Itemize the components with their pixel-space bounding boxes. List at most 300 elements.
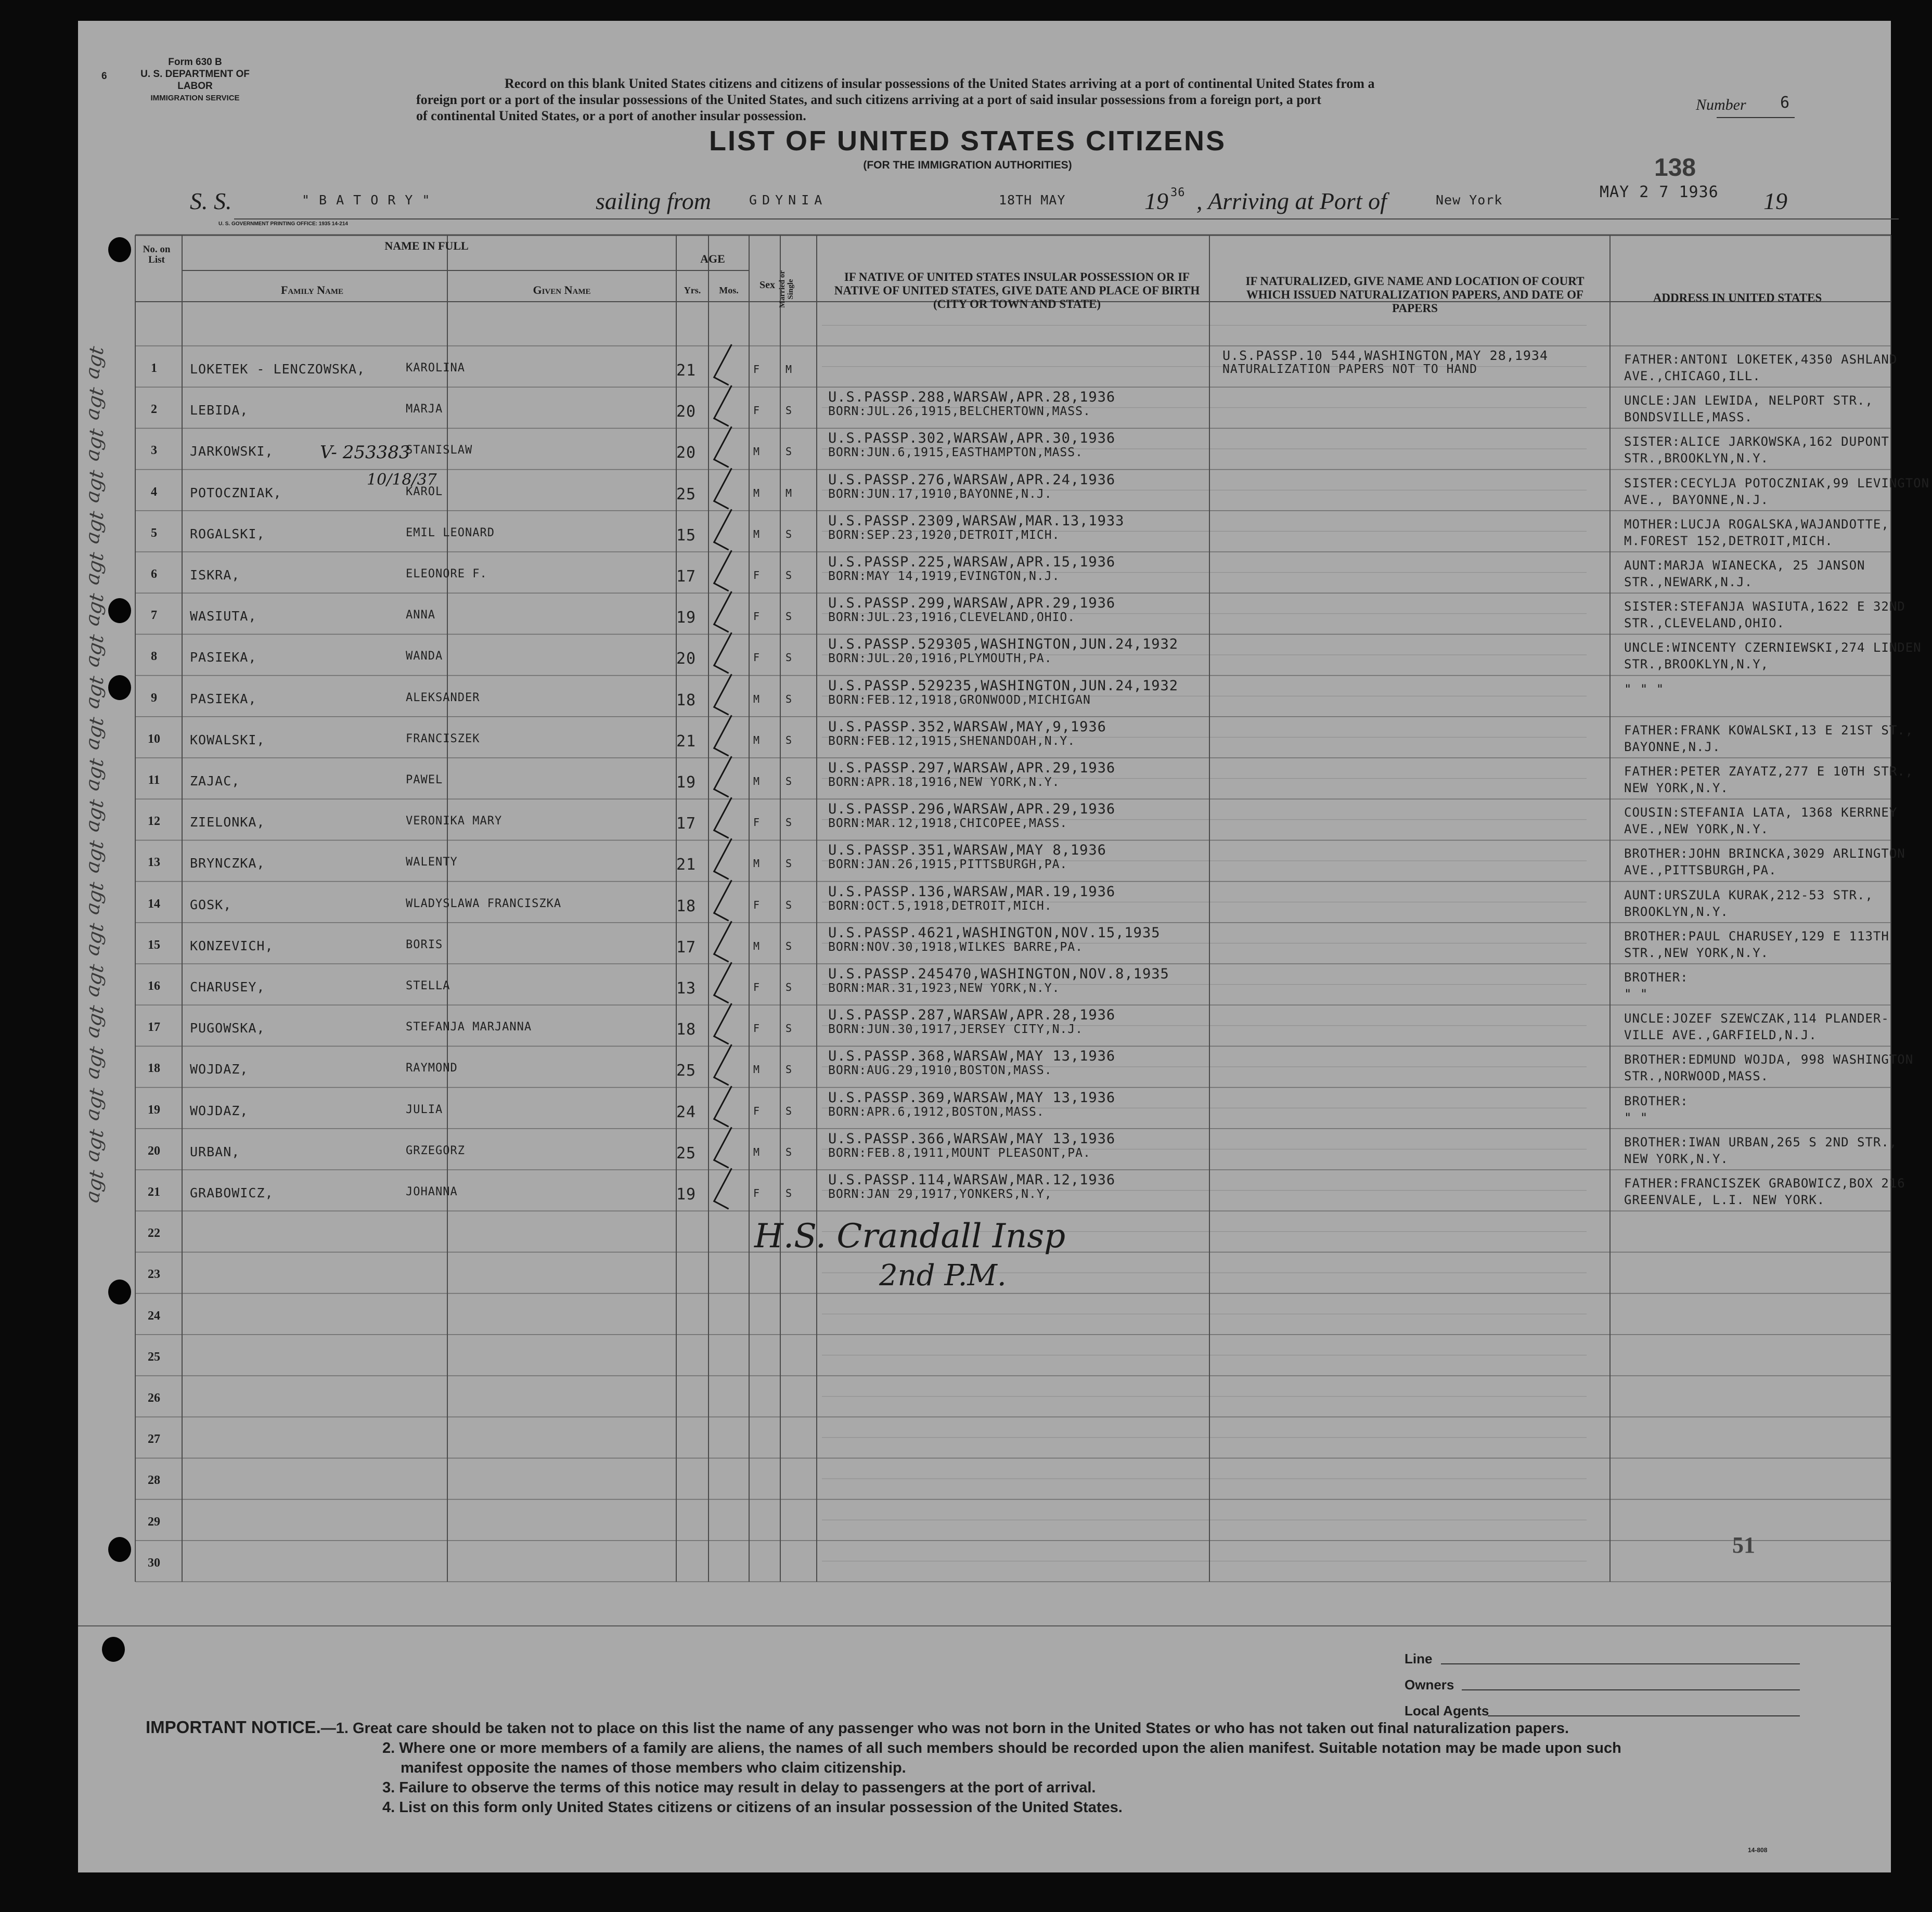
age-years: 15 xyxy=(676,526,697,545)
address-line-2: AVE.,CHICAGO,ILL. xyxy=(1624,369,1761,383)
marital-status: S xyxy=(785,816,793,829)
birth-date-place: BORN:APR.18,1916,NEW YORK,N.Y. xyxy=(828,776,1060,789)
birth-passport: U.S.PASSP.4621,WASHINGTON,NOV.15,1935 xyxy=(828,924,1161,941)
notice-4: 4. List on this form only United States citizens or citizens of an insular possession of the United States. xyxy=(382,1799,1123,1816)
margin-agt-mark: agt xyxy=(80,385,109,422)
address-line-1: BROTHER:EDMUND WOJDA, 998 WASHINGTON xyxy=(1624,1052,1914,1067)
col-header-naturalized: IF NATURALIZED, GIVE NAME AND LOCATION OF COURT WHICH ISSUED NATURALIZATION PAPERS, AND DATE OF PAPERS xyxy=(1245,275,1585,315)
address-line-2: AVE.,NEW YORK,N.Y. xyxy=(1624,822,1769,837)
notice-2b: manifest opposite the names of those members who claim citizenship. xyxy=(401,1760,906,1776)
col-header-married: Married or Single xyxy=(778,270,795,308)
owners-label: Owners xyxy=(1405,1677,1454,1693)
address-line-2: M.FOREST 152,DETROIT,MICH. xyxy=(1624,533,1833,548)
address-line-1: UNCLE:WINCENTY CZERNIEWSKI,274 LINDEN xyxy=(1624,640,1922,655)
given-name: ALEKSANDER xyxy=(406,691,480,704)
age-years: 20 xyxy=(676,650,697,668)
manifest-sheet xyxy=(78,21,1930,1872)
address-line-1: SISTER:ALICE JARKOWSKA,162 DUPONT xyxy=(1624,434,1889,449)
page-title: LIST OF UNITED STATES CITIZENS xyxy=(709,125,1226,157)
line-rule xyxy=(1441,1663,1800,1664)
address-line-2: STR.,NEW YORK,N.Y. xyxy=(1624,945,1769,960)
given-name: KAROLINA xyxy=(406,361,465,374)
margin-agt-mark: agt xyxy=(80,468,109,505)
date-from: 18TH MAY xyxy=(999,192,1066,208)
form-number: Form 630 B xyxy=(168,57,222,68)
address-line-2: NEW YORK,N.Y. xyxy=(1624,781,1729,795)
ship-name: "BATORY" xyxy=(302,192,440,208)
age-years: 17 xyxy=(676,815,697,833)
sex: M xyxy=(753,857,761,870)
age-years: 24 xyxy=(676,1103,697,1121)
row-number: 14 xyxy=(148,897,160,911)
address-line-2: STR.,NEWARK,N.J. xyxy=(1624,575,1753,589)
address-line-2: STR.,NORWOOD,MASS. xyxy=(1624,1069,1769,1084)
agents-label: Local Agents xyxy=(1405,1703,1489,1719)
family-name: PASIEKA, xyxy=(190,650,257,665)
marital-status: S xyxy=(785,692,793,705)
address-line-2: " " xyxy=(1624,1110,1648,1125)
row-number: 3 xyxy=(151,444,157,458)
given-name: MARJA xyxy=(406,403,443,416)
age-years: 25 xyxy=(676,1062,697,1080)
agents-rule xyxy=(1488,1715,1800,1716)
sex: M xyxy=(753,445,761,458)
given-name: STELLA xyxy=(406,979,450,992)
important-notice xyxy=(146,1717,1873,1817)
family-name: WOJDAZ, xyxy=(190,1103,249,1118)
row-number: 5 xyxy=(151,526,157,540)
address-line-1: FATHER:FRANK KOWALSKI,13 E 21ST ST., xyxy=(1624,722,1914,738)
birth-passport: U.S.PASSP.276,WARSAW,APR.24,1936 xyxy=(828,471,1116,488)
address-line-2: BAYONNE,N.J. xyxy=(1624,739,1721,754)
margin-agt-mark: agt xyxy=(80,797,109,834)
row-number: 9 xyxy=(151,691,157,705)
given-name: GRZEGORZ xyxy=(406,1144,465,1157)
port-from: GDYNIA xyxy=(749,192,828,208)
birth-date-place: BORN:NOV.30,1918,WILKES BARRE,PA. xyxy=(828,940,1083,954)
marital-status: M xyxy=(785,363,793,376)
family-name: ROGALSKI, xyxy=(190,526,265,541)
address-line-2: BROOKLYN,N.Y. xyxy=(1624,904,1729,919)
birth-passport: U.S.PASSP.299,WARSAW,APR.29,1936 xyxy=(828,595,1116,612)
birth-passport: U.S.PASSP.288,WARSAW,APR.28,1936 xyxy=(828,389,1116,406)
family-name: POTOCZNIAK, xyxy=(190,485,282,500)
margin-agt-mark: agt xyxy=(80,838,109,875)
family-name: KOWALSKI, xyxy=(190,732,265,747)
table-row xyxy=(78,758,1914,799)
birth-date-place: BORN:SEP.23,1920,DETROIT,MICH. xyxy=(828,528,1060,542)
address-line-2: STR.,CLEVELAND,OHIO. xyxy=(1624,616,1785,631)
address-line-1: SISTER:CECYLJA POTOCZNIAK,99 LEVINGTON xyxy=(1624,475,1930,490)
address-line-2: VILLE AVE.,GARFIELD,N.J. xyxy=(1624,1028,1817,1043)
row-number: 18 xyxy=(148,1062,160,1076)
address-line-1: SISTER:STEFANJA WASIUTA,1622 E 32ND xyxy=(1624,599,1905,614)
address-line-1: MOTHER:LUCJA ROGALSKA,WAJANDOTTE, xyxy=(1624,516,1889,532)
table-row xyxy=(78,552,1891,593)
age-years: 19 xyxy=(676,773,697,792)
row-number: 1 xyxy=(151,361,157,375)
form-code: 14-808 xyxy=(1748,1846,1768,1854)
col-header-sex: Sex xyxy=(759,279,775,291)
margin-agt-mark: agt xyxy=(80,921,109,958)
row-number: 25 xyxy=(148,1350,160,1364)
punch-hole xyxy=(108,1280,131,1304)
col-header-native: IF NATIVE OF UNITED STATES INSULAR POSSESSION OR IF NATIVE OF UNITED STATES, GIVE DATE AND PLACE OF BIRTH (CITY OR TOWN AND STATE) xyxy=(834,270,1200,311)
address-line-2: NEW YORK,N.Y. xyxy=(1624,1151,1729,1166)
address-line-1: BROTHER:JOHN BRINCKA,3029 ARLINGTON xyxy=(1624,846,1905,861)
marital-status: S xyxy=(785,1104,793,1117)
family-name: PASIEKA, xyxy=(190,691,257,706)
sex: M xyxy=(753,486,761,499)
sex: F xyxy=(753,404,761,417)
given-name: WANDA xyxy=(406,650,443,663)
birth-date-place: BORN:FEB.8,1911,MOUNT PLEASONT,PA. xyxy=(828,1146,1091,1160)
address-line-1: FATHER:PETER ZAYATZ,277 E 10TH STR., xyxy=(1624,764,1914,779)
sex: M xyxy=(753,733,761,746)
age-years: 25 xyxy=(676,1144,697,1162)
marital-status: M xyxy=(785,486,793,499)
margin-agt-mark: agt xyxy=(80,1168,109,1205)
birth-passport: U.S.PASSP.136,WARSAW,MAR.19,1936 xyxy=(828,883,1116,900)
notice-heading: IMPORTANT NOTICE. xyxy=(146,1717,321,1737)
family-name: PUGOWSKA, xyxy=(190,1020,265,1036)
given-name: WALENTY xyxy=(406,856,458,869)
table-row xyxy=(78,1170,1905,1211)
col-header-no: No. on List xyxy=(143,244,171,265)
address-line-2: STR.,BROOKLYN,N.Y, xyxy=(1624,657,1769,672)
naturalization-note: NATURALIZATION PAPERS NOT TO HAND xyxy=(1222,363,1477,376)
birth-passport: U.S.PASSP.297,WARSAW,APR.29,1936 xyxy=(828,760,1116,776)
age-years: 19 xyxy=(676,609,697,627)
sex: M xyxy=(753,1063,761,1076)
table-row xyxy=(78,840,1905,881)
address-line-1: BROTHER: xyxy=(1624,1093,1689,1108)
corner-number: 6 xyxy=(101,71,107,82)
number-label: Number xyxy=(1696,96,1746,113)
inspector-signature: H.S. Crandall Insp xyxy=(754,1217,1066,1256)
year2-prefix: 19 xyxy=(1763,188,1787,214)
table-row xyxy=(78,964,1891,1005)
birth-date-place: BORN:JUN.17,1910,BAYONNE,N.J. xyxy=(828,487,1052,501)
address-line-2: " " xyxy=(1624,987,1648,1001)
row-number: 8 xyxy=(151,650,157,664)
address-line-1: BROTHER: xyxy=(1624,970,1689,985)
printer-note: U. S. GOVERNMENT PRINTING OFFICE: 1935 14-214 xyxy=(218,221,348,227)
col-header-address: ADDRESS IN UNITED STATES xyxy=(1653,291,1822,304)
birth-passport: U.S.PASSP.302,WARSAW,APR.30,1936 xyxy=(828,430,1116,447)
family-name: WOJDAZ, xyxy=(190,1062,249,1077)
address-line-1: BROTHER:PAUL CHARUSEY,129 E 113TH xyxy=(1624,928,1889,944)
address-line-1: UNCLE:JOZEF SZEWCZAK,114 PLANDER- xyxy=(1624,1011,1889,1026)
notice-3: 3. Failure to observe the terms of this notice may result in delay to passengers at the port of arrival. xyxy=(382,1779,1096,1796)
margin-agt-mark: agt xyxy=(80,1044,109,1081)
margin-agt-mark: agt xyxy=(80,756,109,793)
owners-rule xyxy=(1462,1689,1800,1690)
row3-handwritten-note: V- 253383 xyxy=(320,442,410,463)
inspector-signature-line2: 2nd P.M. xyxy=(879,1259,1007,1293)
table-row xyxy=(78,346,1898,387)
marital-status: S xyxy=(785,1187,793,1199)
row-number: 23 xyxy=(148,1268,160,1282)
marital-status: S xyxy=(785,939,793,952)
marital-status: S xyxy=(785,445,793,458)
row-number: 30 xyxy=(148,1556,160,1570)
family-name: KONZEVICH, xyxy=(190,938,274,953)
marital-status: S xyxy=(785,651,793,664)
row-number: 27 xyxy=(148,1432,160,1446)
sex: F xyxy=(753,981,761,993)
notice-1: —1. Great care should be taken not to place on this list the name of any passenger who was not born in the United States or who has not taken out final naturalization papers. xyxy=(320,1720,1569,1737)
marital-status: S xyxy=(785,857,793,870)
family-name: BRYNCZKA, xyxy=(190,856,265,871)
birth-passport: U.S.PASSP.369,WARSAW,MAY 13,1936 xyxy=(828,1089,1116,1106)
birth-passport: U.S.PASSP.225,WARSAW,APR.15,1936 xyxy=(828,554,1116,570)
marital-status: S xyxy=(785,898,793,911)
age-years: 21 xyxy=(676,361,697,380)
given-name: JULIA xyxy=(406,1103,443,1116)
address-line-1: UNCLE:JAN LEWIDA, NELPORT STR., xyxy=(1624,393,1873,408)
age-years: 20 xyxy=(676,444,697,462)
page-subtitle: (FOR THE IMMIGRATION AUTHORITIES) xyxy=(863,159,1072,171)
family-name: LEBIDA, xyxy=(190,403,249,418)
margin-agt-mark: agt xyxy=(80,715,109,752)
address-line-1: COUSIN:STEFANIA LATA, 1368 KERRNEY xyxy=(1624,805,1898,820)
address-line-2: BONDSVILLE,MASS. xyxy=(1624,410,1753,425)
birth-date-place: BORN:OCT.5,1918,DETROIT,MICH. xyxy=(828,899,1052,913)
birth-date-place: BORN:JUN.30,1917,JERSEY CITY,N.J. xyxy=(828,1023,1083,1037)
age-years: 21 xyxy=(676,856,697,874)
sex: M xyxy=(753,692,761,705)
birth-passport: U.S.PASSP.368,WARSAW,MAY 13,1936 xyxy=(828,1048,1116,1065)
sex: M xyxy=(753,775,761,787)
marital-status: S xyxy=(785,1145,793,1158)
punch-hole xyxy=(108,675,131,700)
birth-date-place: BORN:MAR.12,1918,CHICOPEE,MASS. xyxy=(828,817,1068,831)
sex: F xyxy=(753,1187,761,1199)
birth-passport: U.S.PASSP.352,WARSAW,MAY,9,1936 xyxy=(828,718,1106,735)
address-line-2: STR.,BROOKLYN,N.Y. xyxy=(1624,451,1769,466)
row-number: 21 xyxy=(148,1185,160,1199)
birth-passport: U.S.PASSP.2309,WARSAW,MAR.13,1933 xyxy=(828,512,1125,529)
margin-agt-mark: agt xyxy=(80,962,109,999)
sex: M xyxy=(753,527,761,540)
table-row xyxy=(78,593,1905,634)
given-name: WLADYSLAWA FRANCISZKA xyxy=(406,897,562,910)
row-number: 13 xyxy=(148,856,160,870)
col-header-family: Family Name xyxy=(280,283,344,296)
margin-agt-mark: agt xyxy=(80,1127,109,1164)
birth-date-place: BORN:MAY 14,1919,EVINGTON,N.J. xyxy=(828,570,1060,583)
family-name: ZAJAC, xyxy=(190,773,240,789)
number-value: 6 xyxy=(1780,94,1791,112)
margin-agt-mark: agt xyxy=(80,1086,109,1122)
given-name: VERONIKA MARY xyxy=(406,815,503,828)
birth-passport: U.S.PASSP.366,WARSAW,MAY 13,1936 xyxy=(828,1130,1116,1147)
family-name: GRABOWICZ, xyxy=(190,1185,274,1200)
table-row xyxy=(78,1088,1891,1129)
arriving-label: , Arriving at Port of xyxy=(1196,188,1387,214)
table-row xyxy=(78,882,1891,923)
birth-date-place: BORN:FEB.12,1918,GRONWOOD,MICHIGAN xyxy=(828,693,1091,707)
margin-agt-mark: agt xyxy=(80,880,109,916)
notice-2a: 2. Where one or more members of a family are aliens, the names of all such members should be recorded upon the alien manifest. Suitable notation may be made upon such xyxy=(382,1740,1621,1756)
birth-date-place: BORN:JUN.6,1915,EASTHAMPTON,MASS. xyxy=(828,446,1083,460)
record-line-2: foreign port or a port of the insular possessions of the United States, and such citizens arriving at a port of said insular possessions from a foreign port, a port xyxy=(416,92,1321,107)
family-name: ZIELONKA, xyxy=(190,815,265,830)
birth-passport: U.S.PASSP.296,WARSAW,APR.29,1936 xyxy=(828,801,1116,818)
marital-status: S xyxy=(785,775,793,787)
record-line-1: Record on this blank United States citizens and citizens of insular possessions of the United States arriving at a port of continental United States from a xyxy=(505,76,1375,91)
age-years: 20 xyxy=(676,403,697,421)
sex: F xyxy=(753,898,761,911)
marital-status: S xyxy=(785,569,793,582)
row-number: 2 xyxy=(151,403,157,417)
line-label: Line xyxy=(1405,1651,1433,1666)
table-row xyxy=(78,511,1891,552)
sex: F xyxy=(753,569,761,582)
table-row xyxy=(78,799,1898,840)
marital-status: S xyxy=(785,527,793,540)
age-years: 17 xyxy=(676,938,697,957)
table-row xyxy=(78,634,1922,675)
sex: F xyxy=(753,651,761,664)
col-header-yrs: Yrs. xyxy=(684,285,701,295)
birth-passport: U.S.PASSP.529235,WASHINGTON,JUN.24,1932 xyxy=(828,677,1178,694)
marital-status: S xyxy=(785,1063,793,1076)
sex: F xyxy=(753,1104,761,1117)
birth-date-place: BORN:FEB.12,1915,SHENANDOAH,N.Y. xyxy=(828,734,1076,748)
punch-hole xyxy=(108,1537,131,1562)
address-line-1: AUNT:MARJA WIANECKA, 25 JANSON xyxy=(1624,558,1865,573)
family-name: CHARUSEY, xyxy=(190,979,265,994)
row-number: 16 xyxy=(148,979,160,993)
margin-agt-mark: agt xyxy=(80,591,109,628)
birth-date-place: BORN:APR.6,1912,BOSTON,MASS. xyxy=(828,1105,1045,1119)
sex: F xyxy=(753,816,761,829)
margin-agt-mark: agt xyxy=(80,632,109,669)
row-number: 7 xyxy=(151,609,157,623)
age-years: 17 xyxy=(676,567,697,586)
service: IMMIGRATION SERVICE xyxy=(150,94,240,102)
stamp-number: 138 xyxy=(1654,154,1696,182)
sailing-label: sailing from xyxy=(596,188,711,214)
address-line-1: FATHER:ANTONI LOKETEK,4350 ASHLAND xyxy=(1624,352,1898,367)
given-name: STANISLAW xyxy=(406,444,473,457)
age-years: 18 xyxy=(676,1020,697,1039)
table-row xyxy=(78,717,1914,758)
marital-status: S xyxy=(785,404,793,417)
family-name: WASIUTA, xyxy=(190,609,257,624)
table-row xyxy=(78,923,1891,964)
marital-status: S xyxy=(785,1022,793,1035)
row-number: 4 xyxy=(151,485,157,499)
row-number: 28 xyxy=(148,1474,160,1488)
birth-passport: U.S.PASSP.114,WARSAW,MAR.12,1936 xyxy=(828,1172,1116,1188)
age-years: 21 xyxy=(676,732,697,751)
table-row xyxy=(78,1005,1891,1046)
given-name: EMIL LEONARD xyxy=(406,526,495,539)
sex: F xyxy=(753,610,761,623)
margin-agt-mark: agt xyxy=(80,550,109,587)
row-number: 6 xyxy=(151,567,157,581)
birth-date-place: BORN:JUL.23,1916,CLEVELAND,OHIO. xyxy=(828,611,1076,625)
address-line-2: AVE.,PITTSBURGH,PA. xyxy=(1624,863,1777,878)
naturalization-info: U.S.PASSP.10 544,WASHINGTON,MAY 28,1934 xyxy=(1222,348,1548,363)
marital-status: S xyxy=(785,610,793,623)
col-header-age: AGE xyxy=(700,252,725,265)
given-name: PAWEL xyxy=(406,773,443,786)
record-line-3: of continental United States, or a port of another insular possession. xyxy=(416,108,806,123)
margin-agt-mark: agt xyxy=(80,509,109,546)
birth-passport: U.S.PASSP.351,WARSAW,MAY 8,1936 xyxy=(828,842,1106,859)
row-number: 29 xyxy=(148,1515,160,1529)
department: U. S. DEPARTMENT OF LABOR xyxy=(140,69,250,92)
col-header-name: NAME IN FULL xyxy=(384,239,469,252)
address-line-1: BROTHER:IWAN URBAN,265 S 2ND STR., xyxy=(1624,1134,1898,1149)
address-line-2: AVE., BAYONNE,N.J. xyxy=(1624,492,1769,507)
col-header-given: Given Name xyxy=(533,283,591,296)
given-name: JOHANNA xyxy=(406,1185,458,1198)
row-number: 20 xyxy=(148,1144,160,1158)
address-line-1: " " " xyxy=(1624,681,1665,696)
given-name: ANNA xyxy=(406,609,435,622)
address-line-1: AUNT:URSZULA KURAK,212-53 STR., xyxy=(1624,887,1873,902)
sex: M xyxy=(753,1145,761,1158)
table-row xyxy=(78,1129,1898,1170)
birth-date-place: BORN:JUL.20,1916,PLYMOUTH,PA. xyxy=(828,652,1052,666)
arrival-date-stamp: MAY 2 7 1936 xyxy=(1600,183,1719,201)
row-number: 26 xyxy=(148,1391,160,1405)
row-number: 22 xyxy=(148,1226,160,1241)
given-name: BORIS xyxy=(406,938,443,951)
birth-date-place: BORN:JUL.26,1915,BELCHERTOWN,MASS. xyxy=(828,405,1091,419)
birth-date-place: BORN:MAR.31,1923,NEW YORK,N.Y. xyxy=(828,981,1060,995)
given-name: ELEONORE F. xyxy=(406,567,487,580)
row-number: 24 xyxy=(148,1309,160,1323)
table-row xyxy=(78,1046,1914,1087)
margin-agt-mark: agt xyxy=(80,427,109,463)
family-name: GOSK, xyxy=(190,897,232,912)
table-row xyxy=(78,387,1891,428)
birth-date-place: BORN:JAN.26,1915,PITTSBURGH,PA. xyxy=(828,858,1068,872)
address-line-1: FATHER:FRANCISZEK GRABOWICZ,BOX 216 xyxy=(1624,1176,1905,1191)
punch-hole xyxy=(102,1637,125,1662)
table-row xyxy=(78,470,1930,511)
sex: M xyxy=(753,939,761,952)
row-number: 11 xyxy=(148,773,160,787)
age-years: 18 xyxy=(676,691,697,709)
address-line-2: GREENVALE, L.I. NEW YORK. xyxy=(1624,1193,1825,1207)
birth-date-place: BORN:JAN 29,1917,YONKERS,N.Y, xyxy=(828,1187,1052,1201)
given-name: KAROL xyxy=(406,485,443,498)
marital-status: S xyxy=(785,981,793,993)
col-header-mos: Mos. xyxy=(719,285,739,295)
port-to: New York xyxy=(1436,192,1503,208)
margin-agt-mark: agt xyxy=(80,1003,109,1040)
birth-passport: U.S.PASSP.287,WARSAW,APR.28,1936 xyxy=(828,1007,1116,1024)
family-name: LOKETEK - LENCZOWSKA, xyxy=(190,361,366,377)
age-years: 18 xyxy=(676,897,697,915)
punch-hole xyxy=(108,598,131,623)
family-name: ISKRA, xyxy=(190,567,240,583)
given-name: RAYMOND xyxy=(406,1062,458,1075)
year-suffix: 36 xyxy=(1170,186,1186,199)
marital-status: S xyxy=(785,733,793,746)
row-number: 12 xyxy=(148,815,160,829)
row-number: 19 xyxy=(148,1103,160,1117)
age-years: 13 xyxy=(676,979,697,998)
age-years: 25 xyxy=(676,485,697,503)
